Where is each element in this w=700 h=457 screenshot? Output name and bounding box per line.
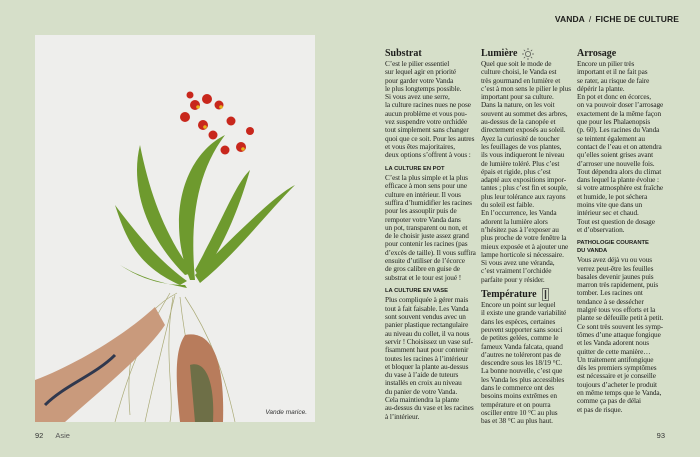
header-title: VANDA (554, 14, 585, 24)
vanda-orchid-illustration (35, 35, 315, 422)
plant-photo (35, 35, 315, 422)
culture-en-vase-text: Plus compliquée à gérer mais tout à fait faisable. Les Vanda sont souvent vendus avec un panier plastique rectangulaire au niveau du collet, il va nous servir ! Choisissez un vase suf- fisamment haut pour contenir toutes les racines à l’intérieur et bloquer la plante au-dessus du vase à l’aide de tuteurs installés en croix au niveau du panier de votre Vanda. Cela maintiendra la plante au-dessus du vase et les racines à l’intérieur. (385, 295, 474, 421)
temperature-text: Encore un point sur lequel il existe une grande variabilité dans les espèces, certaines peuvent supporter sans souci de petites gelées, comme le fameux Vanda falcata, quand d’autres ne toléreront pas de descendre sous les 18/19 °C. La bonne nouvelle, c’est que les Vanda les plus accessibles dans le commerce ont des besoins moins extrêmes en température et on pourra osciller entre 10 °C au plus bas et 38 °C au plus haut. (481, 300, 567, 426)
column-lumiere (481, 48, 575, 425)
photo-caption: Vande marice. (265, 409, 307, 416)
subheading-culture-en-vase: LA CULTURE EN VASE (385, 287, 449, 294)
column-arrosage (577, 48, 677, 414)
subheading-culture-en-pot: LA CULTURE EN POT (385, 165, 445, 172)
culture-en-pot-text: C’est la plus simple et la plus efficace à mon sens pour une culture en intérieur. Il vous suffira d’humidifier les racines pour les assouplir puis de rempoter votre Vanda dans un pot, transparent ou non, et de le choisir juste assez grand pour contenir les racines (pas d’excès de taille). Il vous suffira ensuite d’utiliser de l’écorce de gros calibre en guise de substrat et le tour est joué ! (385, 173, 476, 282)
left-folio (35, 431, 70, 440)
header-separator: / (588, 14, 592, 24)
header-section: FICHE DE CULTURE (595, 14, 679, 24)
chapter-name: Asie (55, 431, 70, 440)
left-page-number: 92 (35, 431, 44, 440)
heading-text: Lumière (481, 48, 518, 59)
right-page-number: 93 (656, 431, 665, 440)
substrat-intro: C’est le pilier essentiel sur lequel agir en priorité pour garder votre Vanda le plus longtemps possible. Si vous avez une serre, la culture racines nues ne pose aucun problème et vous pou- vez suspendre votre orchidée tout simplement sans changer quoi que ce soit. Pour les autres et vous êtes majoritaires, deux options s’offrent à vous : (385, 59, 475, 160)
heading-text: Arrosage (577, 48, 617, 59)
subheading-pathologie: PATHOLOGIE COURANTE DU VANDA (577, 240, 649, 254)
pathologie-text: Vous avez déjà vu ou vous verrez peut-être les feuilles basales devenir jaunes puis marron très rapidement, puis tomber. Les racines ont tendance à se dessécher malgré tous vos efforts et la plante se défeuille petit à petit. Ce sont très souvent les symp- tômes d’une attaque fongique et les Vanda adorent nous quitter de cette manière… Un traitement antifongique dès les premiers symptômes est nécessaire et je conseille toujours d’acheter le produit en même temps que le Vanda, comme ça pas de délai et pas de risque. (577, 255, 664, 414)
column-substrat (385, 48, 479, 421)
running-header (555, 14, 679, 24)
arrosage-text: Encore un pilier très important et il ne fait pas se rater, au risque de faire dépérir la plante. En pot et donc en écorces, on va pouvoir doser l’arrosage exactement de la même façon que pour les Phalaenopsis (p. 60). Les racines du Vanda se teintent également au contact de l’eau et on attendra qu’elles soient grises avant d’arroser une nouvelle fois. Tout dépendra alors du climat dans lequel la plante évolue : si votre atmosphère est fraîche et humide, le pot séchera moins vite que dans un intérieur sec et chaud. Tout est question de dosage et d’observation. (577, 59, 664, 234)
heading-text: Substrat (385, 48, 422, 59)
heading-text: Température (481, 288, 537, 300)
lumiere-text: Quel que soit le mode de culture choisi, le Vanda est très gourmand en lumière et c’est à mon sens le pilier le plus important pour sa culture. Dans la nature, on les voit souvent au sommet des arbres, au-dessus de la canopée et directement exposés au soleil. Ayez la curiosité de toucher les feuillages de vos plantes, ils vous indiqueront le niveau de lumière toléré. Plus c’est épais et rigide, plus c’est adapté aux expositions impor- tantes ; plus c’est fin et souple, plus leur tolérance aux rayons du soleil est faible. En l’occurrence, les Vanda adorent la lumière alors n’hésitez pas à l’exposer au plus proche de votre fenêtre la mieux exposée et à ajouter une lampe horticole si nécessaire. Si vous avez une véranda, c’est vraiment l’orchidée parfaite pour y résider. (481, 59, 572, 284)
